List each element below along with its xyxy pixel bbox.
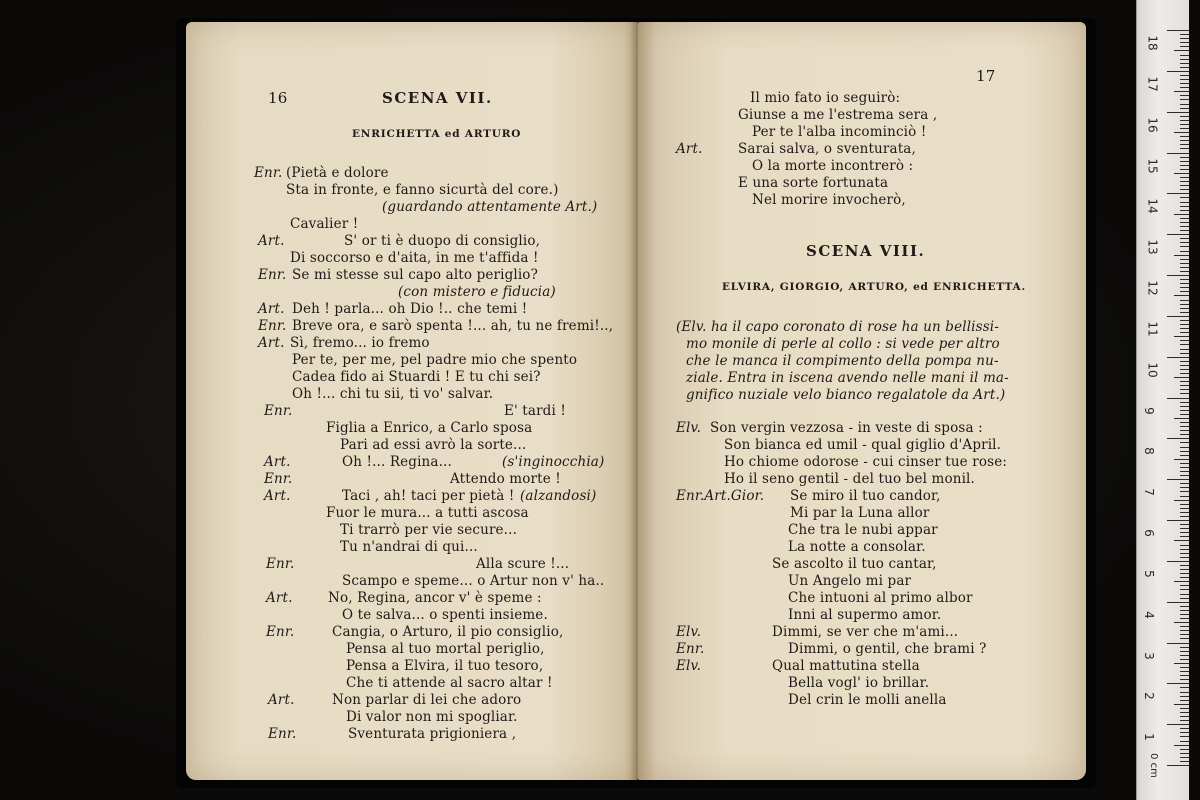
ruler-tick (1180, 671, 1189, 672)
speaker: Art. (258, 335, 285, 351)
verse-line: Oh !... Regina... (342, 454, 452, 470)
ruler-tick (1180, 136, 1189, 137)
ruler-tick (1180, 687, 1189, 688)
ruler-tick (1167, 193, 1189, 194)
speaker: Enr. (676, 641, 705, 657)
ruler-tick (1167, 520, 1189, 521)
ruler-number: 12 (1145, 280, 1160, 296)
speaker: Art. (264, 454, 291, 470)
ruler-tick (1174, 377, 1189, 378)
speaker: Enr. (254, 165, 283, 181)
ruler-tick (1180, 340, 1189, 341)
ruler-tick (1180, 728, 1189, 729)
ruler-tick (1180, 545, 1189, 546)
verse-line: E' tardi ! (504, 403, 566, 419)
ruler-tick (1167, 765, 1189, 766)
stage-direction-line: ziale. Entra in iscena avendo nelle mani il ma- (686, 370, 1009, 386)
ruler-tick (1180, 434, 1189, 435)
ruler-number: 13 (1145, 239, 1160, 255)
ruler-tick (1180, 332, 1189, 333)
ruler-tick (1180, 320, 1189, 321)
speaker: Art. (676, 141, 703, 157)
ruler-tick (1180, 720, 1189, 721)
ruler-tick (1180, 46, 1189, 47)
ruler-tick (1180, 414, 1189, 415)
ruler-tick (1180, 667, 1189, 668)
ruler-tick (1180, 34, 1189, 35)
verse-line: S' or ti è duopo di consiglio, (344, 233, 541, 249)
ruler-tick (1174, 418, 1189, 419)
ruler-tick (1174, 459, 1189, 460)
ruler-tick (1180, 312, 1189, 313)
verse-line: Se mi stesse sul capo alto periglio? (292, 267, 538, 283)
verse-line: Fuor le mura... a tutti ascosa (326, 505, 529, 521)
ruler-tick (1180, 63, 1189, 64)
verse-line: Pari ad essi avrò la sorte... (340, 437, 527, 453)
verse-line: Pensa al tuo mortal periglio, (346, 641, 545, 657)
ruler-tick (1180, 116, 1189, 117)
ruler-tick (1180, 353, 1189, 354)
speaker: Enr. (266, 624, 295, 640)
speaker: Art. (266, 590, 293, 606)
ruler-number: 16 (1145, 117, 1160, 133)
ruler-tick (1180, 344, 1189, 345)
speaker: Elv. (676, 624, 702, 640)
ruler-number: 2 (1141, 692, 1156, 701)
ruler-tick (1167, 561, 1189, 562)
ruler-tick (1180, 259, 1189, 260)
ruler-tick (1180, 410, 1189, 411)
ruler-tick (1167, 30, 1189, 31)
verse-line: Inni al supermo amor. (788, 607, 942, 623)
ruler-tick (1180, 402, 1189, 403)
verse-line: Attendo morte ! (450, 471, 561, 487)
speaker: Art. (258, 233, 285, 249)
scene-title: SCENA VII. (382, 89, 493, 107)
ruler-tick (1180, 206, 1189, 207)
ruler-tick (1167, 643, 1189, 644)
verse-line: O te salva... o spenti insieme. (342, 607, 548, 623)
ruler-number: 5 (1141, 570, 1156, 578)
left-page (186, 22, 638, 780)
ruler-tick (1180, 736, 1189, 737)
ruler-tick (1174, 214, 1189, 215)
ruler-tick (1180, 426, 1189, 427)
verse-line: O la morte incontrerò : (752, 158, 914, 174)
ruler-tick (1180, 283, 1189, 284)
ruler-tick (1180, 565, 1189, 566)
ruler-tick (1180, 67, 1189, 68)
verse-line: Qual mattutina stella (772, 658, 920, 674)
ruler-tick (1180, 99, 1189, 100)
ruler-tick (1180, 300, 1189, 301)
ruler-tick (1180, 230, 1189, 231)
ruler-tick (1174, 704, 1189, 705)
ruler-tick (1180, 741, 1189, 742)
measuring-ruler (1136, 0, 1189, 800)
ruler-tick (1180, 242, 1189, 243)
ruler-tick (1174, 255, 1189, 256)
cast-list: ELVIRA, GIORGIO, ARTURO, ed ENRICHETTA. (722, 281, 1026, 293)
verse-line: (Pietà e dolore (286, 165, 389, 181)
verse-line: Giunse a me l'estrema sera , (738, 107, 938, 123)
ruler-tick (1167, 234, 1189, 235)
ruler-tick (1180, 157, 1189, 158)
verse-line: Che tra le nubi appar (788, 522, 938, 538)
speaker: Enr. (264, 471, 293, 487)
verse-line: Per te, per me, pel padre mio che spento (292, 352, 578, 368)
verse-line: Cavalier ! (290, 216, 359, 232)
ruler-tick (1180, 471, 1189, 472)
verse-line: Il mio fato io seguirò: (750, 90, 901, 106)
verse-line: Son vergin vezzosa - in veste di sposa : (710, 420, 983, 436)
ruler-tick (1180, 496, 1189, 497)
ruler-tick (1180, 389, 1189, 390)
stage-direction-line: che le manca il compimento della pompa nu- (686, 353, 999, 369)
stage-direction-line: mo monile di perle al collo : si vede per altro (686, 336, 1000, 352)
ruler-tick (1180, 630, 1189, 631)
ruler-tick (1180, 467, 1189, 468)
ruler-tick (1180, 38, 1189, 39)
verse-line: Deh ! parla... oh Dio !.. che temi ! (292, 301, 528, 317)
verse-line: Non parlar di lei che adoro (332, 692, 522, 708)
verse-line: Cangia, o Arturo, il pio consiglio, (332, 624, 564, 640)
ruler-tick (1180, 185, 1189, 186)
ruler-tick (1180, 487, 1189, 488)
ruler-tick (1180, 177, 1189, 178)
ruler-tick (1180, 463, 1189, 464)
ruler-tick (1180, 95, 1189, 96)
ruler-tick (1180, 679, 1189, 680)
ruler-tick (1180, 626, 1189, 627)
ruler-tick (1180, 328, 1189, 329)
ruler-tick (1180, 700, 1189, 701)
verse-line: Di valor non mi spogliar. (346, 709, 518, 725)
ruler-tick (1180, 757, 1189, 758)
ruler-tick (1180, 140, 1189, 141)
ruler-tick (1180, 638, 1189, 639)
verse-line: Son bianca ed umil - qual giglio d'April. (724, 437, 1002, 453)
ruler-tick (1167, 275, 1189, 276)
ruler-tick (1180, 483, 1189, 484)
ruler-number: 7 (1141, 488, 1156, 496)
ruler-number: 14 (1145, 198, 1160, 214)
speaker: Enr. (264, 403, 293, 419)
ruler-tick (1180, 144, 1189, 145)
ruler-tick (1180, 536, 1189, 537)
ruler-tick (1180, 692, 1189, 693)
ruler-tick (1180, 651, 1189, 652)
ruler-tick (1174, 500, 1189, 501)
ruler-tick (1180, 528, 1189, 529)
verse-line: Del crin le molli anella (788, 692, 947, 708)
ruler-tick (1180, 451, 1189, 452)
ruler-tick (1167, 479, 1189, 480)
ruler-tick (1180, 577, 1189, 578)
ruler-tick (1167, 438, 1189, 439)
ruler-tick (1180, 655, 1189, 656)
stage-direction-line: gnifico nuziale velo bianco regalatole da Art.) (686, 387, 1006, 403)
ruler-tick (1180, 361, 1189, 362)
ruler-tick (1180, 512, 1189, 513)
ruler-tick (1180, 161, 1189, 162)
ruler-tick (1180, 708, 1189, 709)
ruler-tick (1180, 128, 1189, 129)
speaker: Art. (264, 488, 291, 504)
ruler-tick (1167, 71, 1189, 72)
ruler-tick (1180, 87, 1189, 88)
ruler-tick (1180, 594, 1189, 595)
ruler-tick (1180, 365, 1189, 366)
speaker: Enr. (266, 556, 295, 572)
verse-line: Oh !... chi tu sii, ti vo' salvar. (292, 386, 494, 402)
verse-line: Alla scure !... (476, 556, 570, 572)
verse-line: Se ascolto il tuo cantar, (772, 556, 937, 572)
verse-line: Sì, fremo... io fremo (290, 335, 430, 351)
speaker: Enr. (258, 318, 287, 334)
ruler-tick (1180, 647, 1189, 648)
verse-line: E una sorte fortunata (738, 175, 889, 191)
ruler-tick (1180, 614, 1189, 615)
ruler-tick (1180, 189, 1189, 190)
speaker: Art. (258, 301, 285, 317)
stage-direction-line: (Elv. ha il capo coronato di rose ha un bellissi- (676, 319, 999, 335)
ruler-tick (1180, 393, 1189, 394)
speaker: Enr. (258, 267, 287, 283)
verse-line: Di soccorso e d'aita, in me t'affida ! (290, 250, 539, 266)
ruler-tick (1174, 745, 1189, 746)
ruler-tick (1180, 749, 1189, 750)
verse-line: Per te l'alba incominciò ! (752, 124, 927, 140)
ruler-tick (1180, 42, 1189, 43)
verse-line: Cadea fido ai Stuardi ! E tu chi sei? (292, 369, 541, 385)
ruler-tick (1180, 169, 1189, 170)
ruler-tick (1180, 304, 1189, 305)
speaker: Enr.Art.Gior. (676, 488, 765, 504)
ruler-tick (1174, 50, 1189, 51)
ruler-tick (1180, 516, 1189, 517)
ruler-number: 9 (1141, 406, 1156, 415)
ruler-number: 4 (1141, 610, 1156, 619)
ruler-tick (1174, 540, 1189, 541)
speaker: Art. (268, 692, 295, 708)
ruler-number: 1 (1141, 733, 1156, 741)
verse-line: Figlia a Enrico, a Carlo sposa (326, 420, 533, 436)
ruler-tick (1180, 279, 1189, 280)
verse-line: Dimmi, o gentil, che brami ? (788, 641, 987, 657)
ruler-tick (1180, 524, 1189, 525)
ruler-tick (1180, 732, 1189, 733)
ruler-tick (1180, 308, 1189, 309)
ruler-tick (1180, 369, 1189, 370)
stage-direction: (alzandosi) (520, 488, 597, 504)
ruler-tick (1167, 724, 1189, 725)
speaker: Enr. (268, 726, 297, 742)
ruler-tick (1180, 508, 1189, 509)
ruler-tick (1180, 83, 1189, 84)
ruler-tick (1180, 238, 1189, 239)
ruler-tick (1180, 108, 1189, 109)
verse-line: Tu n'andrai di qui... (340, 539, 478, 555)
verse-line: Taci , ah! taci per pietà ! (342, 488, 515, 504)
ruler-tick (1180, 251, 1189, 252)
verse-line: Ho chiome odorose - cui cinser tue rose: (724, 454, 1008, 470)
ruler-tick (1167, 153, 1189, 154)
ruler-tick (1180, 59, 1189, 60)
ruler-tick (1180, 447, 1189, 448)
ruler-tick (1180, 226, 1189, 227)
ruler-tick (1180, 75, 1189, 76)
verse-line: Un Angelo mi par (788, 573, 912, 589)
ruler-tick (1174, 663, 1189, 664)
ruler-tick (1167, 112, 1189, 113)
verse-line: Sarai salva, o sventurata, (738, 141, 916, 157)
stage-direction: (guardando attentamente Art.) (382, 199, 598, 215)
verse-line: Che intuoni al primo albor (788, 590, 973, 606)
verse-line: Se miro il tuo candor, (790, 488, 941, 504)
ruler-unit-label: 0 cm (1147, 753, 1159, 778)
page-number: 17 (976, 67, 996, 85)
ruler-tick (1174, 622, 1189, 623)
ruler-tick (1180, 181, 1189, 182)
speaker: Elv. (676, 420, 702, 436)
ruler-number: 17 (1145, 76, 1160, 92)
verse-line: Ti trarrò per vie secure... (340, 522, 518, 538)
ruler-tick (1180, 197, 1189, 198)
ruler-tick (1174, 295, 1189, 296)
ruler-tick (1180, 287, 1189, 288)
ruler-number: 10 (1145, 362, 1160, 378)
ruler-tick (1167, 398, 1189, 399)
ruler-tick (1180, 218, 1189, 219)
verse-line: Pensa a Elvira, il tuo tesoro, (346, 658, 544, 674)
ruler-tick (1180, 267, 1189, 268)
stage-direction: (s'inginocchia) (502, 454, 605, 470)
verse-line: Che ti attende al sacro altar ! (346, 675, 553, 691)
ruler-tick (1174, 336, 1189, 337)
ruler-tick (1180, 263, 1189, 264)
ruler-tick (1180, 271, 1189, 272)
verse-line: Sventurata prigioniera , (348, 726, 517, 742)
verse-line: Bella vogl' io brillar. (788, 675, 930, 691)
ruler-tick (1180, 430, 1189, 431)
ruler-tick (1180, 549, 1189, 550)
right-page (638, 22, 1086, 780)
ruler-tick (1180, 124, 1189, 125)
ruler-tick (1180, 761, 1189, 762)
stage-direction: (con mistero e fiducia) (398, 284, 556, 300)
ruler-tick (1180, 373, 1189, 374)
cast-list: ENRICHETTA ed ARTURO (352, 128, 522, 140)
ruler-tick (1180, 222, 1189, 223)
ruler-tick (1180, 422, 1189, 423)
ruler-tick (1174, 132, 1189, 133)
ruler-tick (1180, 406, 1189, 407)
ruler-tick (1180, 148, 1189, 149)
ruler-tick (1180, 475, 1189, 476)
ruler-tick (1180, 696, 1189, 697)
ruler-tick (1167, 602, 1189, 603)
ruler-number: 18 (1145, 35, 1160, 51)
ruler-tick (1180, 634, 1189, 635)
ruler-tick (1174, 91, 1189, 92)
ruler-tick (1180, 553, 1189, 554)
verse-line: Nel morire invocherò, (752, 192, 906, 208)
ruler-tick (1180, 165, 1189, 166)
ruler-tick (1180, 606, 1189, 607)
ruler-tick (1180, 610, 1189, 611)
verse-line: No, Regina, ancor v' è speme : (328, 590, 542, 606)
verse-line: Breve ora, e sarò spenta !... ah, tu ne fremi!.., (292, 318, 614, 334)
ruler-tick (1167, 316, 1189, 317)
ruler-tick (1180, 104, 1189, 105)
ruler-tick (1180, 569, 1189, 570)
ruler-number: 6 (1141, 529, 1156, 537)
verse-line: Sta in fronte, e fanno sicurtà del core.) (286, 182, 559, 198)
ruler-tick (1180, 712, 1189, 713)
ruler-tick (1180, 491, 1189, 492)
ruler-tick (1180, 349, 1189, 350)
ruler-tick (1180, 589, 1189, 590)
ruler-tick (1180, 210, 1189, 211)
speaker: Elv. (676, 658, 702, 674)
ruler-tick (1180, 532, 1189, 533)
ruler-tick (1180, 291, 1189, 292)
ruler-tick (1180, 675, 1189, 676)
ruler-tick (1180, 381, 1189, 382)
ruler-tick (1180, 618, 1189, 619)
ruler-tick (1180, 573, 1189, 574)
ruler-tick (1180, 246, 1189, 247)
verse-line: Mi par la Luna allor (790, 505, 930, 521)
verse-line: La notte a consolar. (788, 539, 926, 555)
ruler-tick (1180, 55, 1189, 56)
ruler-number: 8 (1141, 447, 1156, 456)
ruler-tick (1180, 385, 1189, 386)
ruler-number: 15 (1145, 157, 1160, 174)
ruler-tick (1180, 324, 1189, 325)
verse-line: Scampo e speme... o Artur non v' ha.. (342, 573, 605, 589)
ruler-tick (1167, 357, 1189, 358)
verse-line: Ho il seno gentil - del tuo bel monil. (724, 471, 975, 487)
ruler-tick (1180, 585, 1189, 586)
verse-line: Dimmi, se ver che m'ami... (772, 624, 959, 640)
ruler-tick (1180, 120, 1189, 121)
scene-title: SCENA VIII. (806, 242, 926, 260)
ruler-tick (1180, 557, 1189, 558)
ruler-number: 11 (1145, 321, 1160, 337)
ruler-tick (1174, 581, 1189, 582)
ruler-tick (1180, 455, 1189, 456)
ruler-tick (1174, 173, 1189, 174)
ruler-tick (1180, 659, 1189, 660)
ruler-tick (1180, 753, 1189, 754)
ruler-tick (1167, 683, 1189, 684)
ruler-tick (1180, 442, 1189, 443)
ruler-tick (1180, 598, 1189, 599)
ruler-tick (1180, 79, 1189, 80)
ruler-tick (1180, 716, 1189, 717)
ruler-tick (1180, 202, 1189, 203)
ruler-number: 3 (1141, 651, 1156, 660)
ruler-tick (1180, 504, 1189, 505)
page-number: 16 (268, 89, 288, 107)
